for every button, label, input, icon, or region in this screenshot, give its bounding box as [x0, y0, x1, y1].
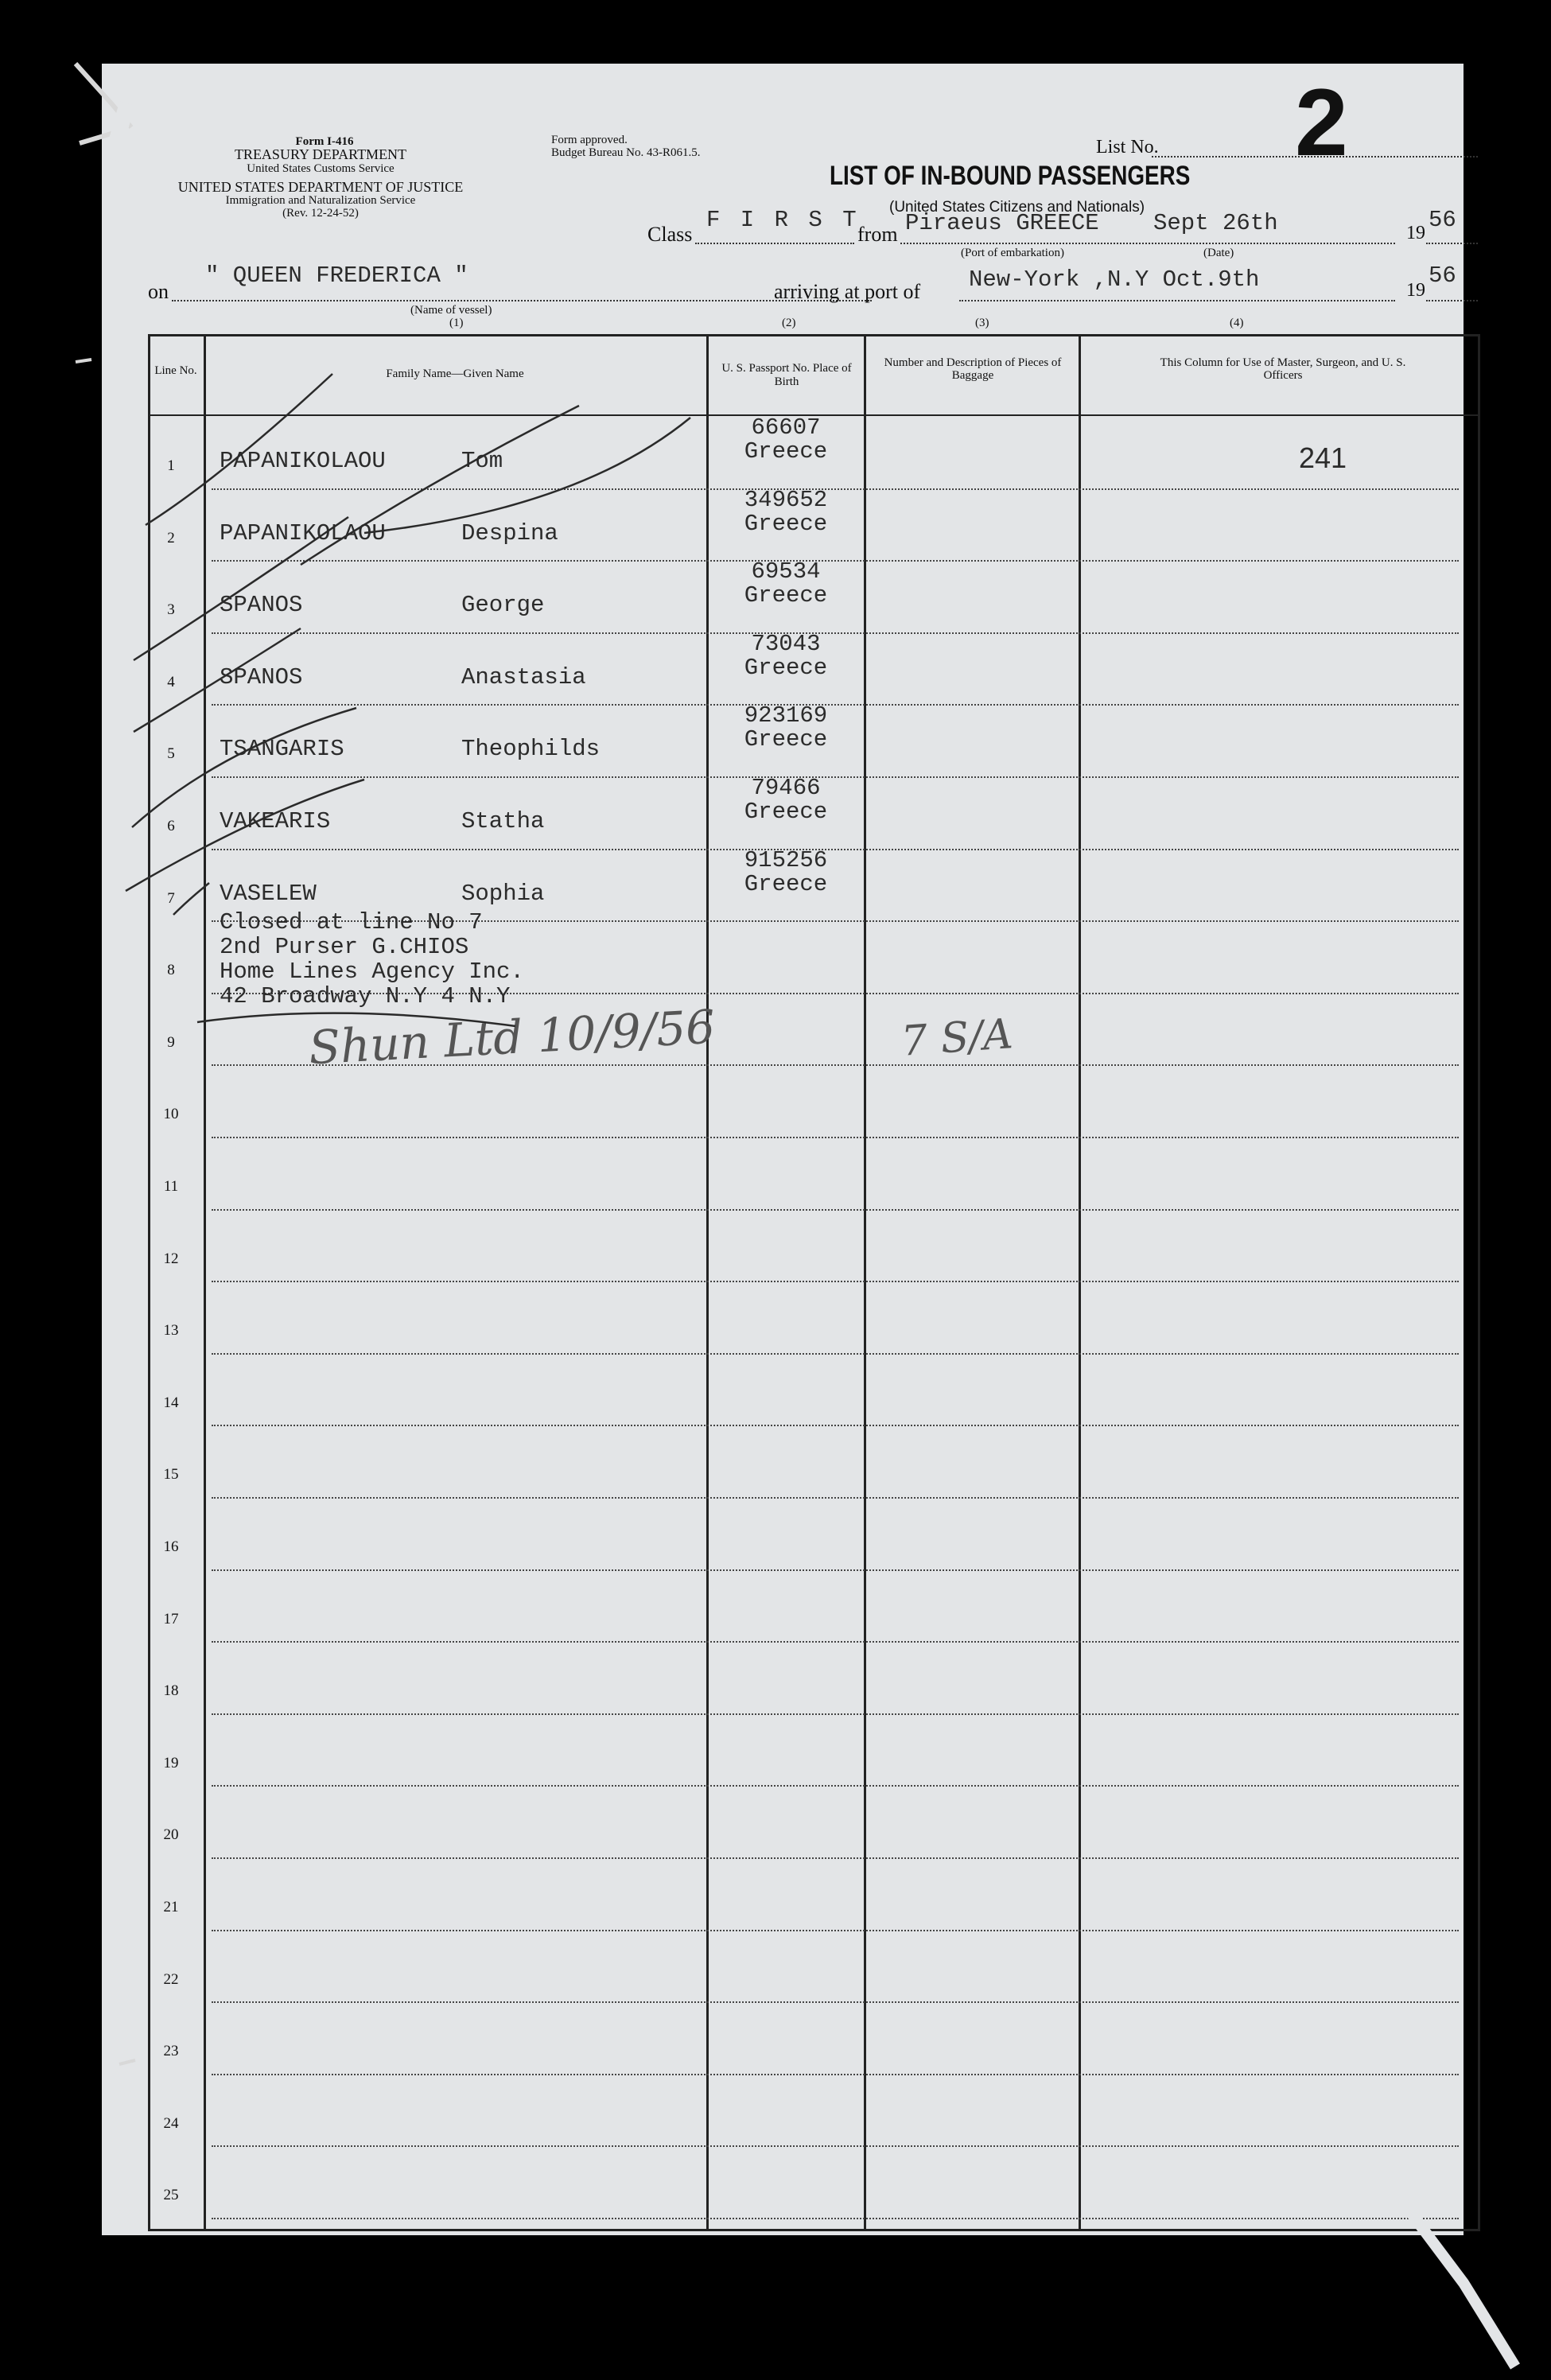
- col-header-officers: This Column for Use of Master, Surgeon, and U. S. Officers: [1160, 356, 1406, 382]
- place-of-birth: Greece: [744, 654, 828, 681]
- passenger-family-name: VASELEW: [220, 880, 317, 907]
- from-label: from: [857, 223, 898, 246]
- line-number: 15: [163, 1466, 179, 1484]
- col-num-4: (4): [1230, 317, 1244, 329]
- passenger-family-name: PAPANIKOLAOU: [220, 448, 386, 474]
- passenger-given-name: Sophia: [461, 880, 545, 907]
- closing-line-4: 42 Broadway N.Y 4 N.Y: [220, 983, 511, 1009]
- col-header-name: Family Name—Given Name: [386, 368, 524, 380]
- class-value: F I R S T: [706, 207, 860, 233]
- passenger-given-name: George: [461, 592, 545, 619]
- line-number: 21: [163, 1899, 179, 1915]
- passport-number: 69534: [751, 558, 821, 585]
- passenger-family-name: TSANGARIS: [220, 736, 344, 763]
- line-number: 20: [163, 1826, 179, 1844]
- form-title: LIST OF IN-BOUND PASSENGERS: [830, 161, 1191, 191]
- on-label: on: [148, 280, 169, 303]
- arrival-port-date: New-York ,N.Y Oct.9th: [969, 266, 1260, 293]
- line-number: 13: [163, 1322, 179, 1340]
- vessel-caption: (Name of vessel): [410, 304, 492, 317]
- line-number: 11: [163, 1178, 179, 1195]
- line-number: 6: [167, 818, 175, 834]
- inspector-initials: 7 S/A: [900, 1010, 1015, 1066]
- col-num-1: (1): [449, 317, 464, 329]
- line-number: 1: [167, 457, 175, 474]
- justice-department: UNITED STATES DEPARTMENT OF JUSTICE: [177, 179, 464, 195]
- arrival-year: 56: [1429, 262, 1456, 289]
- passenger-family-name: SPANOS: [220, 663, 303, 690]
- place-of-birth: Greece: [744, 799, 828, 825]
- arrival-year-prefix: 19: [1406, 280, 1425, 301]
- passport-number: 915256: [744, 846, 828, 873]
- closing-line-3: Home Lines Agency Inc.: [220, 959, 524, 985]
- col-header-line-no: Line No.: [154, 364, 197, 377]
- line-number: 23: [163, 2043, 179, 2060]
- place-of-birth: Greece: [744, 510, 828, 537]
- col-num-2: (2): [782, 317, 796, 329]
- passport-number: 349652: [744, 486, 828, 513]
- form-number: Form I-416: [295, 135, 354, 148]
- passenger-given-name: Statha: [461, 808, 545, 834]
- line-number: 16: [163, 1538, 179, 1555]
- budget-bureau: Budget Bureau No. 43-R061.5.: [551, 146, 701, 159]
- departure-year: 56: [1429, 207, 1456, 233]
- form-subtitle: (United States Citizens and Nationals): [889, 199, 1145, 216]
- year-prefix: 19: [1406, 223, 1425, 243]
- from-port: Piraeus GREECE: [905, 210, 1099, 236]
- arriving-label: arriving at port of: [774, 280, 921, 303]
- list-no-label: List No.: [1096, 137, 1159, 158]
- form-approved: Form approved.: [551, 134, 628, 146]
- place-of-birth: Greece: [744, 870, 828, 897]
- ins-service: Immigration and Naturalization Service: [225, 194, 416, 207]
- treasury-department: TREASURY DEPARTMENT: [234, 146, 407, 162]
- line-number: 25: [163, 2187, 179, 2204]
- line-number: 8: [167, 962, 175, 979]
- passport-number: 73043: [751, 630, 821, 657]
- departure-date: Sept 26th: [1153, 210, 1278, 236]
- place-of-birth: Greece: [744, 726, 828, 753]
- inspector-signature: Shun Ltd 10/9/56: [307, 999, 717, 1075]
- passport-number: 66607: [751, 414, 821, 441]
- list-number: 2: [1295, 69, 1348, 176]
- col-num-3: (3): [975, 317, 989, 329]
- passenger-given-name: Despina: [461, 519, 558, 546]
- officer-note: 241: [1299, 441, 1347, 474]
- passport-number: 923169: [744, 702, 828, 729]
- col-header-baggage: Number and Description of Pieces of Baggage: [884, 356, 1062, 382]
- customs-service: United States Customs Service: [247, 162, 395, 175]
- place-of-birth: Greece: [744, 582, 828, 609]
- revision: (Rev. 12-24-52): [282, 207, 359, 220]
- passenger-given-name: Theophilds: [461, 736, 601, 763]
- passenger-given-name: Tom: [461, 448, 503, 474]
- passenger-family-name: PAPANIKOLAOU: [220, 519, 386, 546]
- line-number: 17: [163, 1610, 179, 1628]
- line-number: 24: [163, 2114, 179, 2132]
- line-number: 3: [167, 601, 175, 619]
- line-number: 18: [163, 1682, 179, 1700]
- line-number: 4: [167, 673, 175, 690]
- line-number: 14: [163, 1394, 179, 1411]
- line-number: 7: [167, 889, 175, 907]
- line-number: 2: [167, 529, 175, 546]
- place-of-birth: Greece: [744, 438, 828, 465]
- class-label: Class: [647, 223, 693, 246]
- passenger-family-name: SPANOS: [220, 592, 303, 619]
- col-header-passport: U. S. Passport No. Place of Birth: [721, 362, 852, 388]
- port-embark-caption: (Port of embarkation): [961, 247, 1064, 259]
- line-number: 12: [163, 1250, 179, 1267]
- date-caption: (Date): [1203, 247, 1234, 259]
- passenger-family-name: VAKEARIS: [220, 808, 331, 834]
- line-number: 10: [163, 1106, 179, 1123]
- line-number: 19: [163, 1754, 179, 1771]
- passport-number: 79466: [751, 775, 821, 801]
- closing-line-1: Closed at line No 7: [220, 909, 483, 935]
- line-number: 9: [167, 1033, 175, 1051]
- line-number: 5: [167, 745, 175, 763]
- vessel-name: " QUEEN FREDERICA ": [205, 262, 468, 289]
- line-number: 22: [163, 1970, 179, 1988]
- closing-line-2: 2nd Purser G.CHIOS: [220, 934, 469, 960]
- passenger-given-name: Anastasia: [461, 663, 586, 690]
